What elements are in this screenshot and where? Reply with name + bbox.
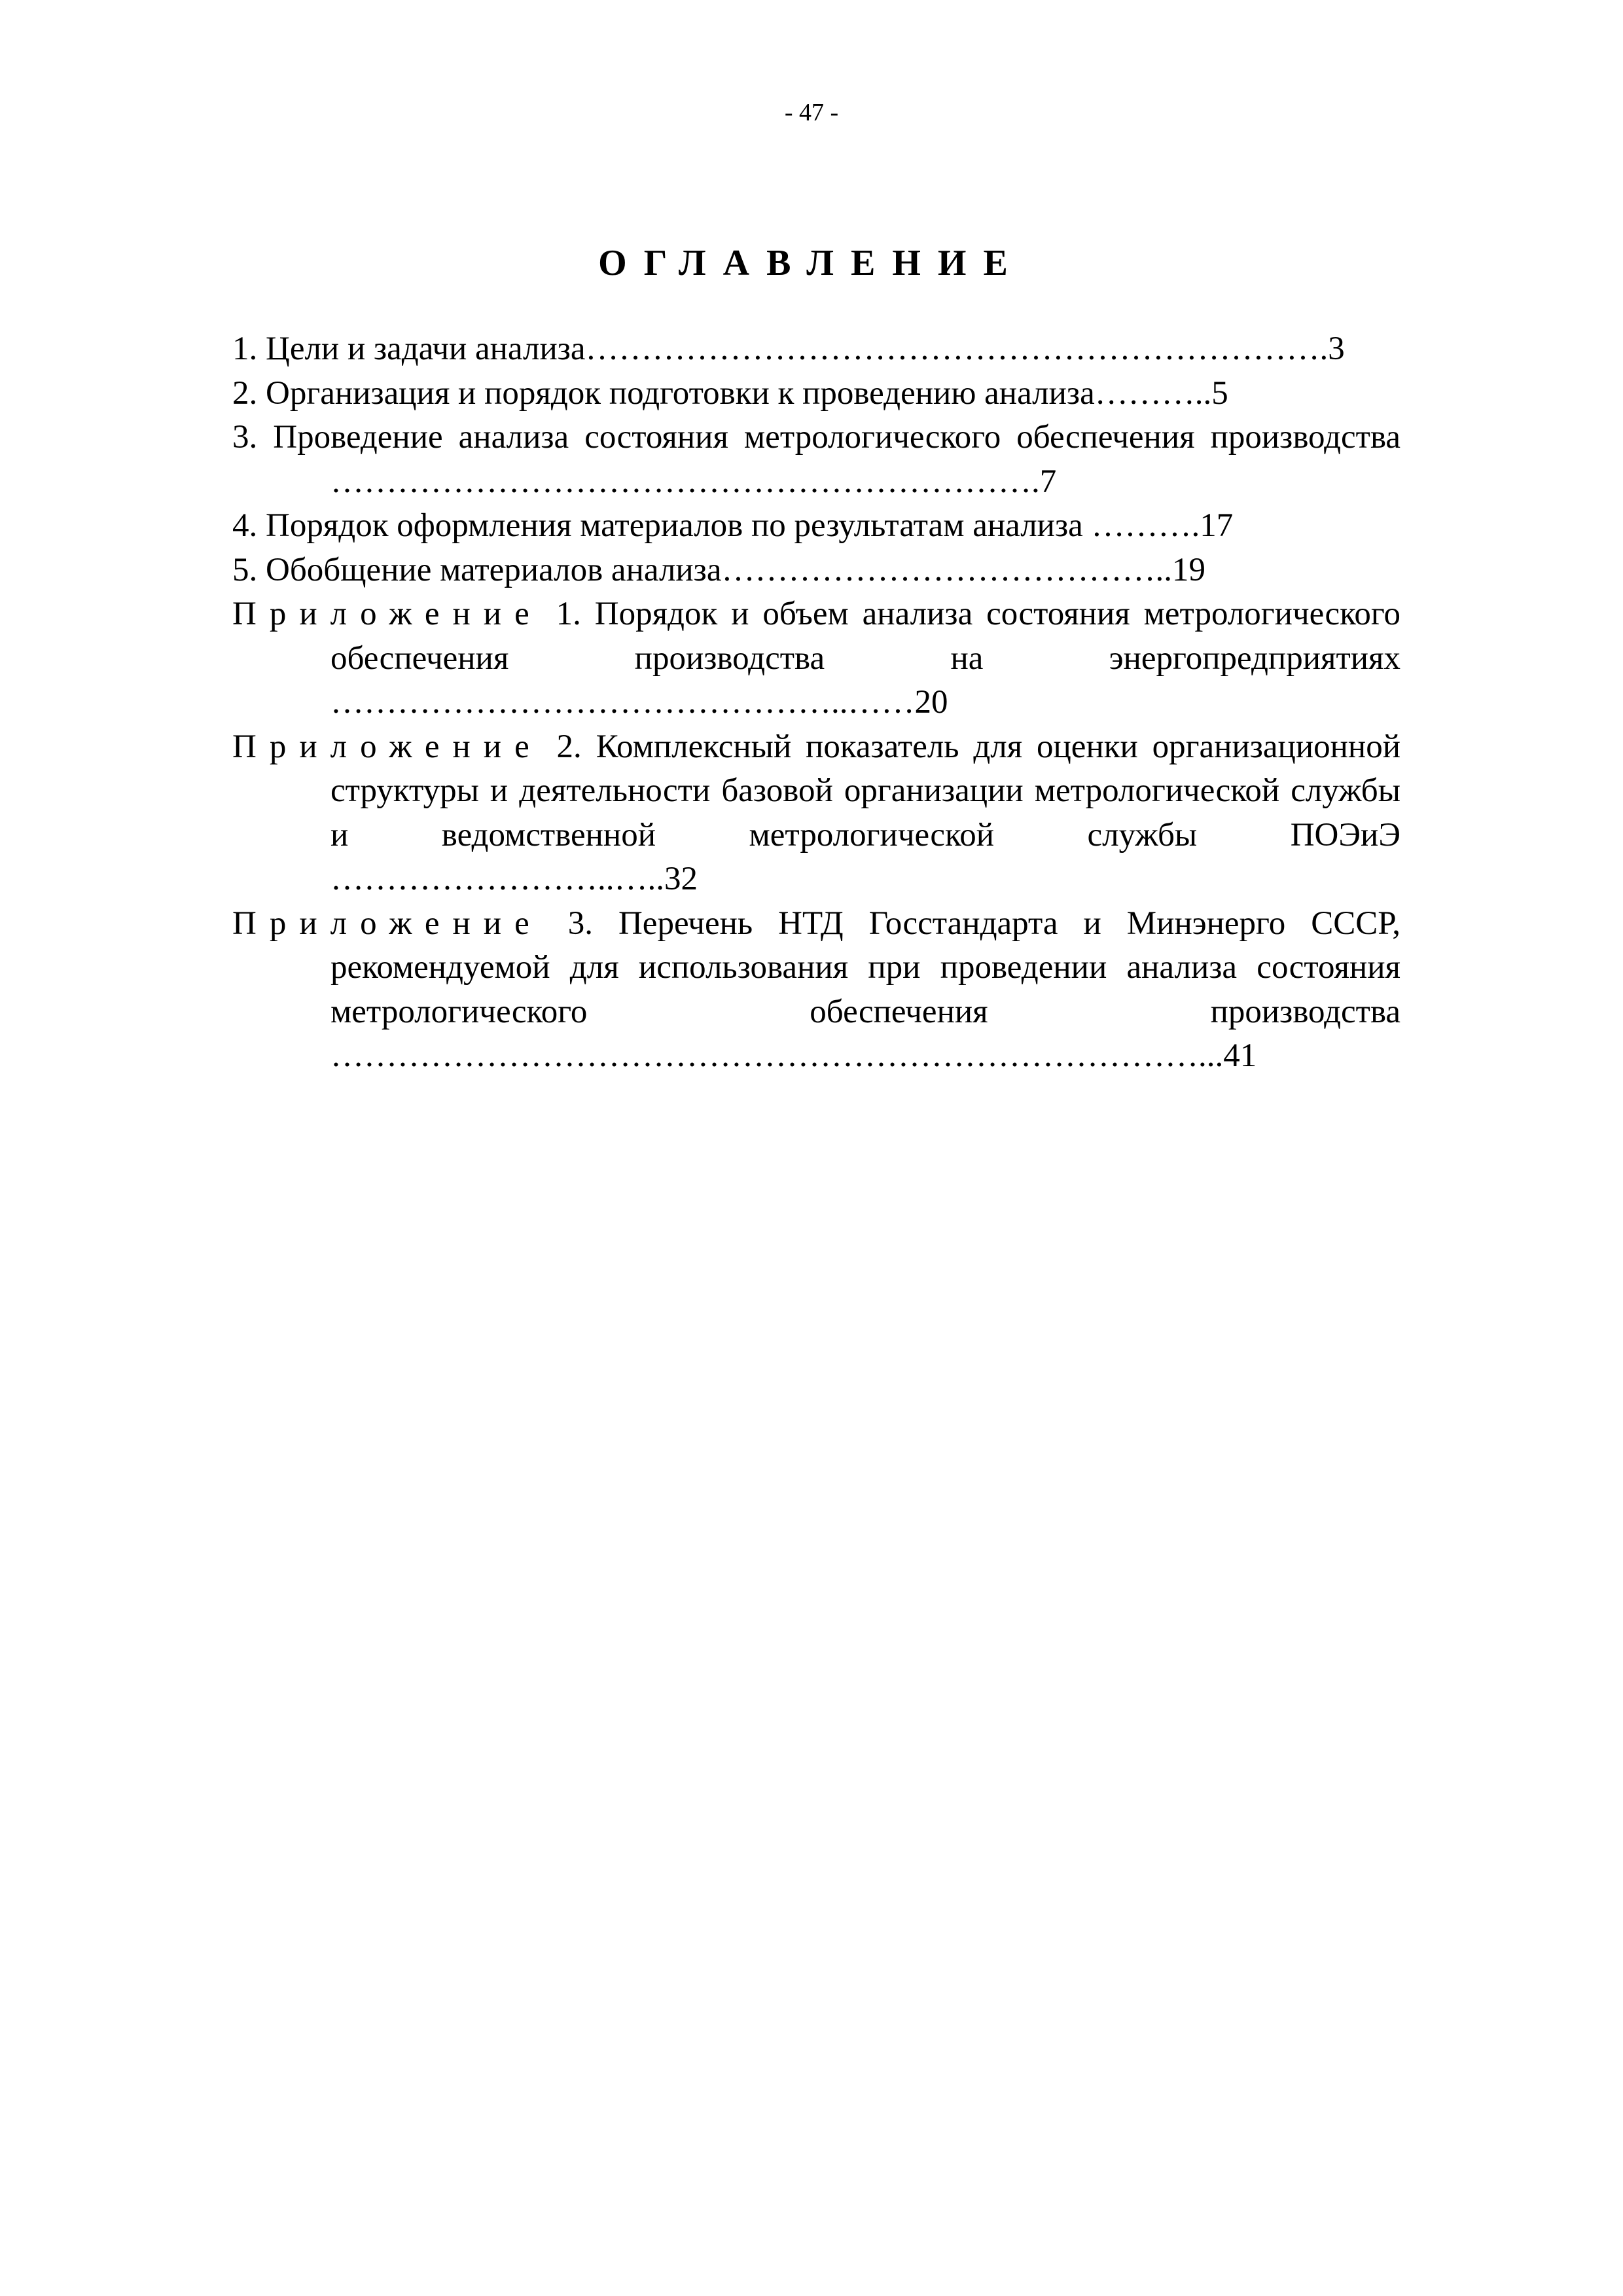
toc-entry-appendix[interactable] bbox=[232, 902, 1400, 1079]
page-number: - 47 - bbox=[784, 99, 839, 126]
toc-entry-text: 2. Комплексный показатель для оценки организационной структуры и деятельности базовой организации метрологической службы и ведомственной метрологической службы ПОЭиЭ ……………………..…..32 bbox=[330, 728, 1400, 897]
toc-entry-text: 2. Организация и порядок подготовки к проведению анализа………..5 bbox=[232, 374, 1228, 412]
toc-entry-text: 3. Проведение анализа состояния метрологического обеспечения производства ……………………………………………………….7 bbox=[232, 419, 1400, 500]
page-title: ОГЛАВЛЕНИЕ bbox=[598, 243, 1025, 283]
toc-entry-appendix[interactable] bbox=[232, 725, 1400, 902]
toc-entry[interactable] bbox=[232, 548, 1400, 593]
toc-entry-text: 5. Обобщение материалов анализа…………………………………..19 bbox=[232, 551, 1205, 588]
appendix-label: Приложение bbox=[232, 728, 543, 765]
toc-entry-text: 1. Цели и задачи анализа………………………………………………………….3 bbox=[232, 331, 1345, 367]
toc-entry[interactable] bbox=[232, 504, 1400, 548]
toc-entry[interactable] bbox=[232, 416, 1400, 504]
appendix-label: Приложение bbox=[232, 596, 543, 632]
appendix-label: Приложение bbox=[232, 905, 543, 942]
toc-entry-text: 4. Порядок оформления материалов по результатам анализа ……….17 bbox=[232, 507, 1234, 544]
toc-entry-text: 1. Порядок и объем анализа состояния метрологического обеспечения производства на энергопредприятиях ………………………………………..……20 bbox=[330, 596, 1400, 721]
toc-entry-appendix[interactable] bbox=[232, 592, 1400, 725]
toc-entry-text: 3. Перечень НТД Госстандарта и Минэнерго СССР, рекомендуемой для использования при проведении анализа состояния метрологического обеспечения производства ……………………………………………………………………...41 bbox=[330, 905, 1400, 1074]
toc-entry[interactable] bbox=[232, 327, 1400, 372]
table-of-contents bbox=[232, 327, 1400, 1079]
toc-entry[interactable] bbox=[232, 372, 1400, 416]
